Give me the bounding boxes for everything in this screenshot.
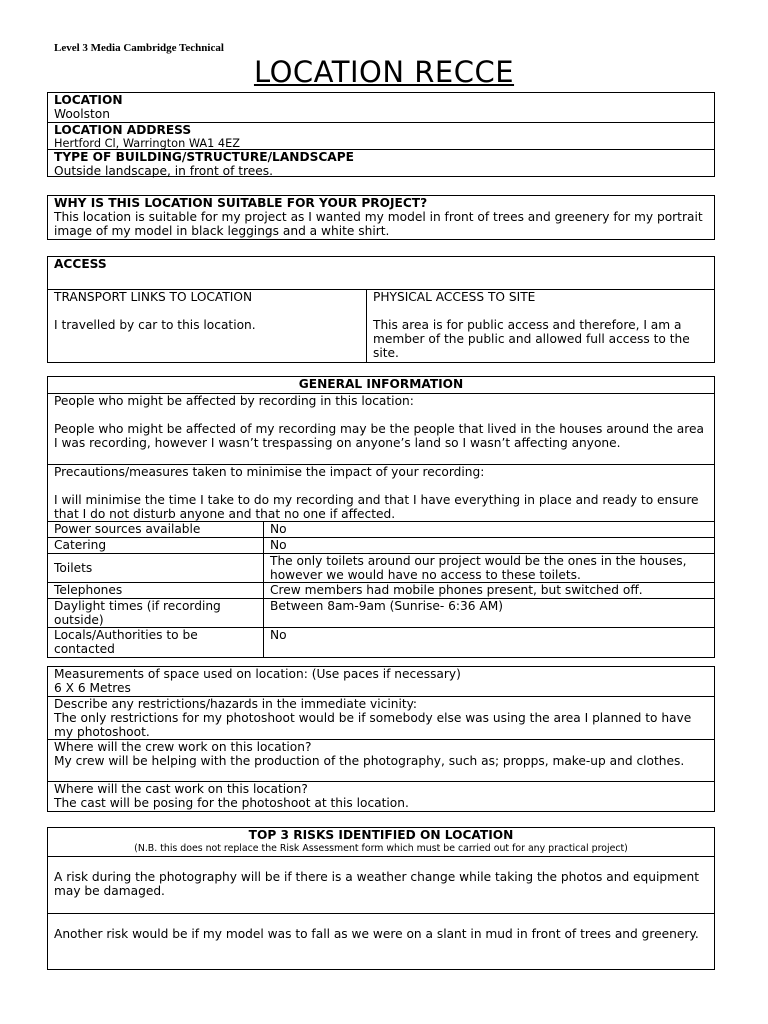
info-row-label: Locals/Authorities to be contacted	[48, 628, 264, 657]
address-row	[48, 122, 714, 149]
info-row-label: Catering	[48, 538, 264, 553]
crew-row	[48, 739, 714, 781]
transport-label: TRANSPORT LINKS TO LOCATION	[54, 290, 253, 304]
access-label: ACCESS	[54, 257, 107, 271]
info-row-label: Telephones	[48, 583, 264, 598]
precautions-value: I will minimise the time I take to do my recording and that I have everything in place and ready to ensure that I do not disturb anyone and that no one if affected.	[54, 493, 699, 521]
type-row	[48, 149, 714, 176]
access-header-row	[48, 257, 714, 289]
location-value: Woolston	[54, 107, 110, 121]
info-row-telephones	[48, 582, 714, 598]
course-header: Level 3 Media Cambridge Technical	[54, 42, 224, 54]
suitability-row	[48, 196, 714, 238]
access-box	[47, 256, 715, 363]
risks-label: TOP 3 RISKS IDENTIFIED ON LOCATION	[248, 828, 514, 842]
info-row-value: The only toilets around our project would be the ones in the houses, however we would have no access to these toilets.	[270, 554, 687, 582]
suitability-box	[47, 195, 715, 240]
crew-label: Where will the crew work on this location?	[54, 740, 312, 754]
risk-row-1	[48, 856, 714, 913]
info-row-locals	[48, 627, 714, 657]
risks-box	[47, 827, 715, 970]
info-row-value: No	[270, 522, 287, 536]
info-row-label: Daylight times (if recording outside)	[48, 599, 264, 627]
location-box	[47, 92, 715, 177]
info-row-daylight	[48, 598, 714, 627]
precautions-row	[48, 464, 714, 521]
info-row-value: No	[270, 628, 287, 642]
measurements-label: Measurements of space used on location: (Use paces if necessary)	[54, 667, 461, 681]
location-label: LOCATION	[54, 93, 123, 107]
measurements-row	[48, 667, 714, 696]
transport-cell	[48, 290, 367, 362]
cast-value: The cast will be posing for the photoshoot at this location.	[54, 796, 409, 810]
address-label: LOCATION ADDRESS	[54, 123, 192, 137]
risk-1-text: A risk during the photography will be if there is a weather change while taking the photos and equipment may be damaged.	[54, 870, 700, 898]
affected-value: People who might be affected of my recording may be the people that lived in the houses around the area I was recording, however I wasn’t trespassing on anyone’s land so I wasn’t affecting anyone.	[54, 422, 704, 450]
cast-label: Where will the cast work on this location?	[54, 782, 308, 796]
suitability-text: This location is suitable for my project as I wanted my model in front of trees and greenery for my portrait image of my model in black leggings and a white shirt.	[54, 210, 703, 238]
affected-row	[48, 393, 714, 464]
cast-row	[48, 781, 714, 811]
page-title: LOCATION RECCE	[253, 55, 515, 89]
access-columns	[48, 289, 714, 362]
info-row-label: Power sources available	[48, 522, 264, 537]
risks-header-row	[48, 828, 714, 856]
risks-note: (N.B. this does not replace the Risk Assessment form which must be carried out for any practical project)	[134, 843, 628, 854]
info-row-value: No	[270, 538, 287, 552]
physical-label: PHYSICAL ACCESS TO SITE	[373, 290, 536, 304]
info-row-value: Crew members had mobile phones present, but switched off.	[270, 583, 643, 597]
suitability-label: WHY IS THIS LOCATION SUITABLE FOR YOUR PROJECT?	[54, 196, 428, 210]
restrictions-value: The only restrictions for my photoshoot would be if somebody else was using the area I planned to have my photoshoot.	[54, 711, 692, 739]
info-row-catering	[48, 537, 714, 553]
address-value: Hertford Cl, Warrington WA1 4EZ	[54, 137, 240, 150]
restrictions-row	[48, 696, 714, 739]
crew-value: My crew will be helping with the production of the photography, such as; propps, make-up and clothes.	[54, 754, 685, 768]
location-row	[48, 93, 714, 122]
info-row-value: Between 8am-9am (Sunrise- 6:36 AM)	[270, 599, 503, 613]
space-box	[47, 666, 715, 812]
risk-2-text: Another risk would be if my model was to fall as we were on a slant in mud in front of trees and greenery.	[54, 927, 699, 941]
info-row-label: Toilets	[48, 554, 264, 582]
general-info-box	[47, 376, 715, 658]
info-row-toilets	[48, 553, 714, 582]
precautions-label: Precautions/measures taken to minimise the impact of your recording:	[54, 465, 485, 479]
risk-row-2	[48, 913, 714, 969]
info-row-power	[48, 521, 714, 537]
affected-label: People who might be affected by recording in this location:	[54, 394, 414, 408]
type-value: Outside landscape, in front of trees.	[54, 164, 273, 178]
general-info-header: GENERAL INFORMATION	[298, 377, 464, 391]
transport-value: I travelled by car to this location.	[54, 318, 256, 332]
measurements-value: 6 X 6 Metres	[54, 681, 131, 695]
type-label: TYPE OF BUILDING/STRUCTURE/LANDSCAPE	[54, 150, 354, 164]
physical-cell	[367, 290, 714, 362]
restrictions-label: Describe any restrictions/hazards in the immediate vicinity:	[54, 697, 418, 711]
physical-value: This area is for public access and therefore, I am a member of the public and allowed full access to the site.	[373, 318, 690, 360]
